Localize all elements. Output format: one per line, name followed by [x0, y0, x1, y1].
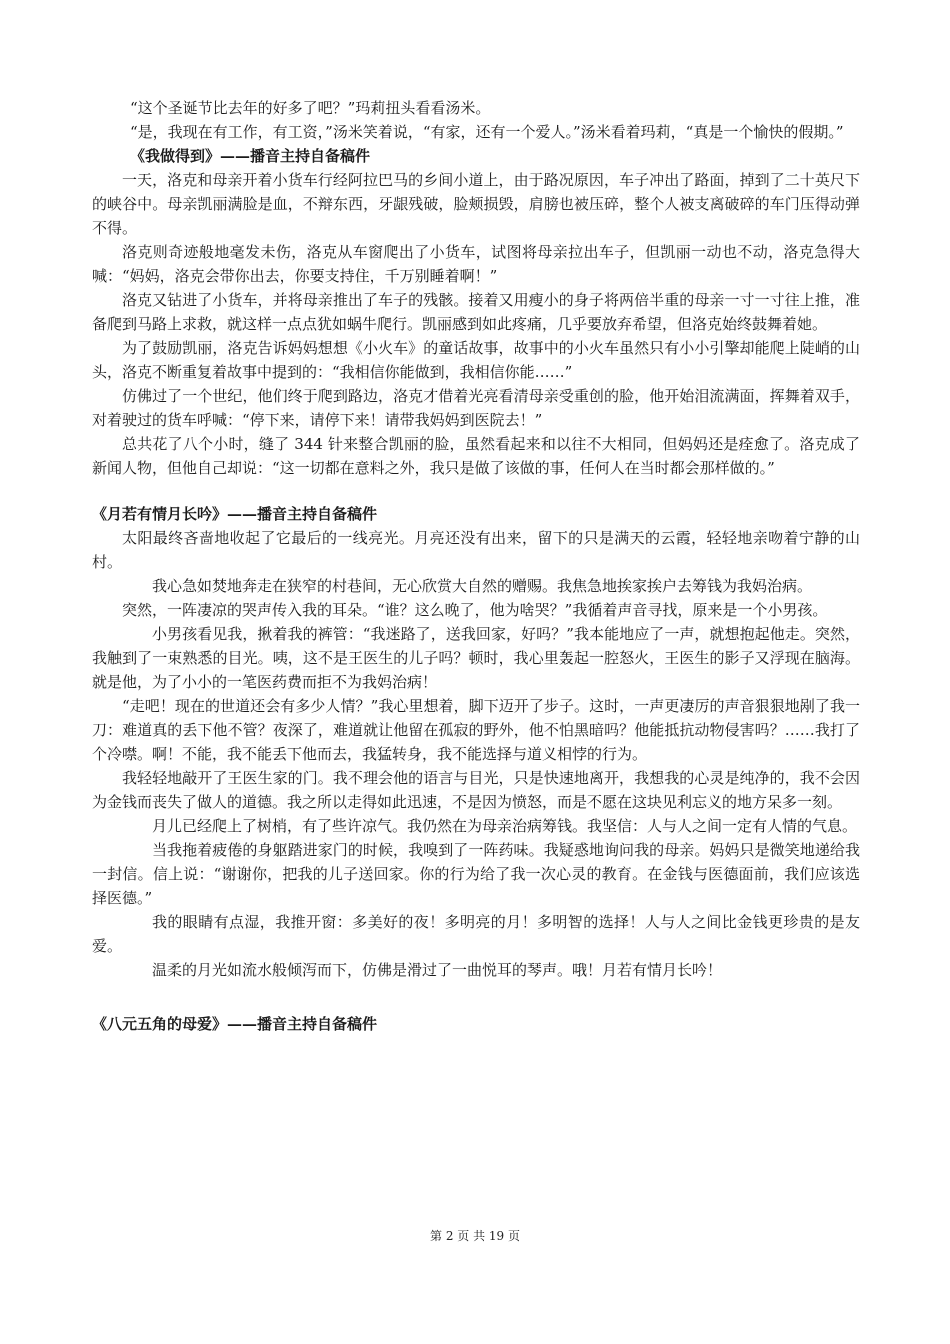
- spacer: [92, 480, 860, 502]
- paragraph: 小男孩看见我，揪着我的裤管：“我迷路了，送我回家，好吗？”我本能地应了一声，就想抱起他走。突然，我触到了一束熟悉的目光。咦，这不是王医生的儿子吗？顿时，我心里轰起一腔怒火，王医生的影子又浮现在脑海。就是他，为了小小的一笔医药费而拒不为我妈治病！: [92, 625, 860, 691]
- paragraph: 温柔的月光如流水般倾泻而下，仿佛是滑过了一曲悦耳的琴声。哦！月若有情月长吟！: [152, 961, 723, 979]
- paragraph: 仿佛过了一个世纪，他们终于爬到路边，洛克才借着光亮看清母亲受重创的脸，他开始泪流满面，挥舞着双手，对着驶过的货车呼喊：“停下来，请停下来！请带我妈妈到医院去！”: [92, 387, 860, 429]
- paragraph: 洛克则奇迹般地毫发未伤，洛克从车窗爬出了小货车，试图将母亲拉出车子，但凯丽一动也不动，洛克急得大喊：“妈妈，洛克会带你出去，你要支持住，千万别睡着啊！”: [92, 243, 860, 285]
- paragraph: 总共花了八个小时，缝了 344 针来整合凯丽的脸，虽然看起来和以往不大相同，但妈妈还是痊愈了。洛克成了新闻人物，但他自己却说：“这一切都在意料之外，我只是做了该做的事，任何人在当时都会那样做的。”: [92, 435, 860, 477]
- paragraph: 我心急如焚地奔走在狭窄的村巷间，无心欣赏大自然的赠赐。我焦急地挨家挨户去筹钱为我妈治病。: [152, 577, 813, 595]
- paragraph: 为了鼓励凯丽，洛克告诉妈妈想想《小火车》的童话故事，故事中的小火车虽然只有小小引擎却能爬上陡峭的山头，洛克不断重复着故事中提到的：“我相信你能做到，我相信你能……”: [92, 339, 860, 381]
- document-page: [92, 96, 860, 1036]
- section-title: 《八元五角的母爱》——播音主持自备稿件: [92, 1015, 378, 1033]
- paragraph: “走吧！现在的世道还会有多少人情？”我心里想着，脚下迈开了步子。这时，一声更凄厉的声音狠狠地剐了我一刀：难道真的丢下他不管？夜深了，难道就让他留在孤寂的野外，他不怕黑暗吗？他能抵抗动物侵害吗？……我打了个冷噤。啊！不能，我不能丢下他而去，我猛转身，我不能选择与道义相悖的行为。: [92, 697, 860, 763]
- page-number-footer: 第 2 页 共 19 页: [430, 1229, 520, 1243]
- paragraph: 我轻轻地敲开了王医生家的门。我不理会他的语言与目光，只是快速地离开，我想我的心灵是纯净的，我不会因为金钱而丧失了做人的道德。我之所以走得如此迅速，不是因为愤怒，而是不愿在这块见利忘义的地方呆多一刻。: [92, 769, 860, 811]
- paragraph: 月儿已经爬上了树梢，有了些许凉气。我仍然在为母亲治病筹钱。我坚信：人与人之间一定有人情的气息。: [152, 817, 858, 835]
- paragraph: 太阳最终吝啬地收起了它最后的一线亮光。月亮还没有出来，留下的只是满天的云霞，轻轻地亲吻着宁静的山村。: [92, 529, 860, 571]
- section-title: 《月若有情月长吟》——播音主持自备稿件: [92, 505, 378, 523]
- spacer: [92, 982, 860, 1012]
- paragraph: 一天，洛克和母亲开着小货车行经阿拉巴马的乡间小道上，由于路况原因，车子冲出了路面，掉到了二十英尺下的峡谷中。母亲凯丽满脸是血，不辩东西，牙龈残破，脸颊损毁，肩膀也被压碎，整个人被支离破碎的车门压得动弹不得。: [92, 171, 860, 237]
- section-title: 《我做得到》——播音主持自备稿件: [130, 147, 371, 165]
- paragraph: “是，我现在有工作，有工资，”汤米笑着说，“有家，还有一个爱人。”汤米看着玛莉，“真是一个愉快的假期。”: [130, 123, 844, 141]
- paragraph: 当我拖着疲倦的身躯踏进家门的时候，我嗅到了一阵药味。我疑惑地询问我的母亲。妈妈只是微笑地递给我一封信。信上说：“谢谢你，把我的儿子送回家。你的行为给了我一次心灵的教育。在金钱与医德面前，我们应该选择医德。”: [92, 841, 860, 907]
- paragraph: 洛克又钻进了小货车，并将母亲推出了车子的残骸。接着又用瘦小的身子将两倍半重的母亲一寸一寸往上推，准备爬到马路上求救，就这样一点点犹如蜗牛爬行。凯丽感到如此疼痛，几乎要放弃希望，但洛克始终鼓舞着她。: [92, 291, 860, 333]
- paragraph: “这个圣诞节比去年的好多了吧？”玛莉扭头看看汤米。: [130, 99, 491, 117]
- paragraph: 我的眼睛有点湿，我推开窗：多美好的夜！多明亮的月！多明智的选择！人与人之间比金钱更珍贵的是友爱。: [92, 913, 860, 955]
- paragraph: 突然，一阵凄凉的哭声传入我的耳朵。“谁？这么晚了，他为啥哭？”我循着声音寻找，原来是一个小男孩。: [122, 601, 828, 619]
